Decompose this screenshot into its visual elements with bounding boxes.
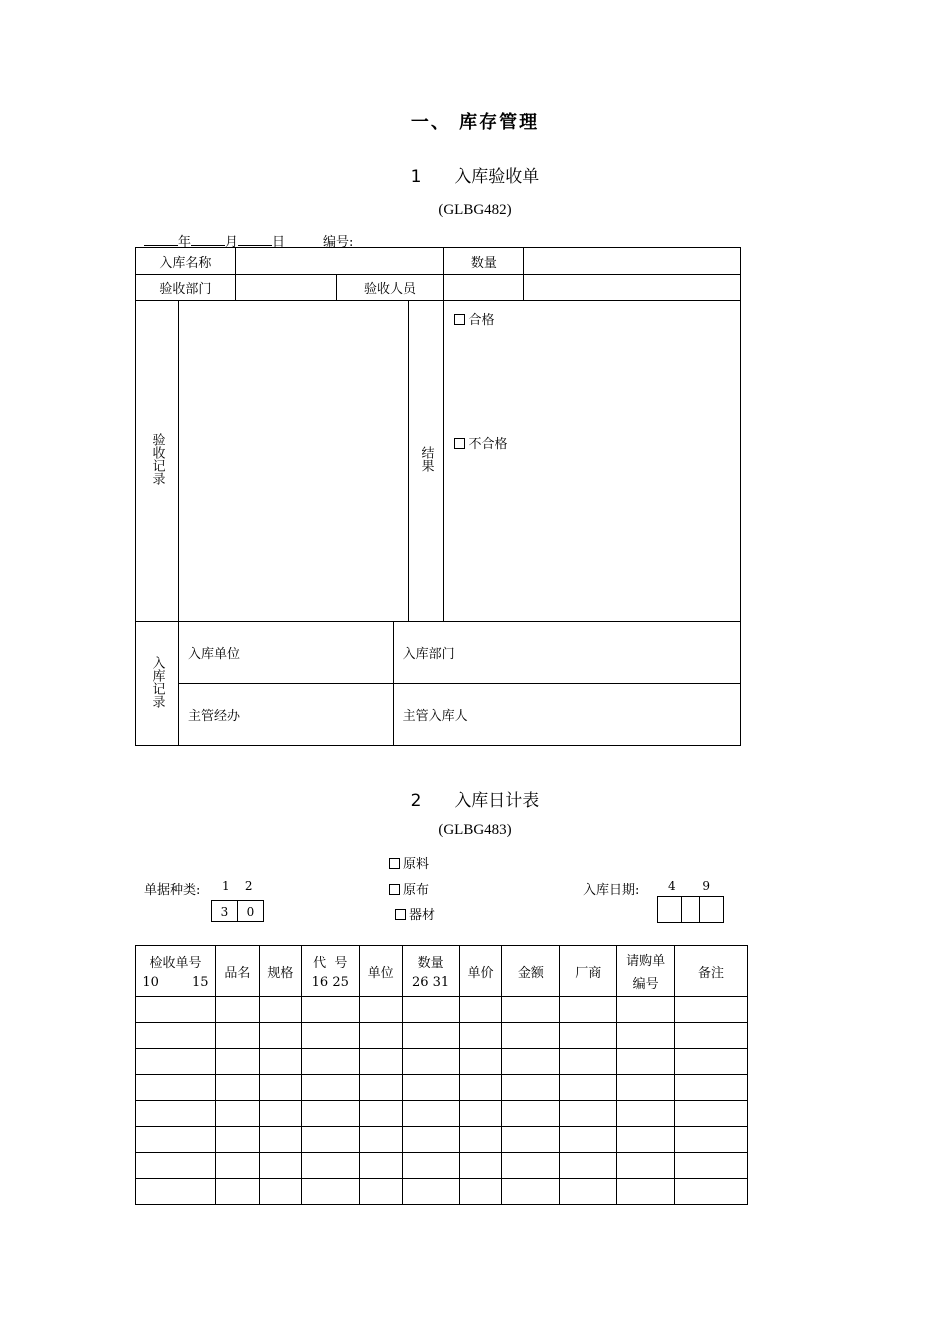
item-name-field[interactable] [235,248,444,275]
table-cell[interactable] [560,1023,617,1049]
table-cell[interactable] [359,1101,402,1127]
storage-record-label: 入库记录 [136,622,179,746]
table-cell[interactable] [560,1075,617,1101]
dept-field[interactable] [235,275,336,301]
table-cell[interactable] [560,1049,617,1075]
table-cell[interactable] [675,1179,748,1205]
inspector-field[interactable] [444,275,524,301]
table-row [136,997,748,1023]
table-cell[interactable] [502,1101,560,1127]
table-cell[interactable] [617,1179,675,1205]
doc-type-column-numbers: 1 2 [222,879,253,893]
doc-type-label: 单据种类: [144,883,201,898]
table-cell[interactable] [617,1049,675,1075]
inspection-record-label: 验收记录 [136,301,179,622]
table-cell[interactable] [675,1101,748,1127]
table-cell[interactable] [359,1179,402,1205]
col-header: 代 号 16 25 [301,946,359,997]
form2-table [135,945,748,1205]
dept-label: 验收部门 [136,275,236,301]
form1-table [135,247,741,746]
form1-title [0,162,950,187]
table-cell[interactable] [259,997,301,1023]
option-equipment[interactable]: 器材 [395,904,435,923]
month-label: 月 [225,235,239,250]
table-cell[interactable] [459,1023,502,1049]
table-cell[interactable] [560,997,617,1023]
doc-type-box[interactable]: 3 [211,900,238,922]
table-cell[interactable] [136,1179,216,1205]
table-row [136,1075,748,1101]
raw-material-checkbox[interactable] [389,858,400,869]
table-cell[interactable] [301,997,359,1023]
col-header: 金额 [502,946,560,997]
table-row [136,1127,748,1153]
table-cell[interactable] [402,1075,459,1101]
table-cell[interactable] [560,1179,617,1205]
table-cell[interactable] [560,1153,617,1179]
supervisor-receiver-label: 主管入库人 [402,709,468,724]
table-cell[interactable] [502,1179,560,1205]
table-cell[interactable] [459,1179,502,1205]
day-blank[interactable] [238,234,272,246]
table-cell[interactable] [675,997,748,1023]
supervisor-handler-label: 主管经办 [187,709,240,724]
table-cell[interactable] [136,997,216,1023]
table-row [136,1153,748,1179]
date-box[interactable] [657,896,682,923]
inspector-label: 验收人员 [336,275,444,301]
inspector-extra-field[interactable] [524,275,741,301]
table-cell[interactable] [136,1049,216,1075]
table-cell[interactable] [402,1179,459,1205]
col-header: 厂商 [560,946,617,997]
table-cell[interactable] [359,1023,402,1049]
table-cell[interactable] [560,1101,617,1127]
table-cell[interactable] [136,1153,216,1179]
table-cell[interactable] [136,1075,216,1101]
table-cell[interactable] [560,1127,617,1153]
year-label: 年 [178,235,192,250]
table-cell[interactable] [359,1049,402,1075]
form1-title-number: 1 [410,167,422,187]
inspection-record-field[interactable] [178,301,408,622]
col-header: 请购单 编号 [617,946,675,997]
col-header: 单价 [459,946,502,997]
form1-code: (GLBG482) [438,202,512,218]
table-cell[interactable] [215,1179,259,1205]
table-cell[interactable] [259,1049,301,1075]
pass-option[interactable]: 合格 [454,309,494,328]
table-cell[interactable] [402,1127,459,1153]
storage-unit-label: 入库单位 [187,647,240,662]
form2-code: (GLBG483) [438,822,512,838]
table-cell[interactable] [617,997,675,1023]
table-cell[interactable] [259,1023,301,1049]
table-cell[interactable] [675,1153,748,1179]
table-cell[interactable] [617,1153,675,1179]
table-cell[interactable] [675,1075,748,1101]
table-cell[interactable] [617,1127,675,1153]
table-cell[interactable] [617,1101,675,1127]
entry-date-boxes [657,896,724,923]
table-cell[interactable] [215,1049,259,1075]
table-cell[interactable] [402,997,459,1023]
table-cell[interactable] [136,1127,216,1153]
table-cell[interactable] [617,1075,675,1101]
table-cell[interactable] [402,1101,459,1127]
table-cell[interactable] [259,1153,301,1179]
result-label: 结果 [408,301,444,622]
table-cell[interactable] [259,1127,301,1153]
section-title: 一、 库存管理 [410,112,540,133]
table-cell[interactable] [502,1153,560,1179]
col-header: 品名 [215,946,259,997]
supervisor-handler-cell[interactable] [178,684,393,746]
table-cell[interactable] [502,1075,560,1101]
table-cell[interactable] [215,1127,259,1153]
table-cell[interactable] [215,1101,259,1127]
table-cell[interactable] [402,1023,459,1049]
storage-unit-cell[interactable] [178,622,393,684]
table-cell[interactable] [675,1023,748,1049]
table-cell[interactable] [301,1153,359,1179]
table-cell[interactable] [359,997,402,1023]
date-box[interactable] [699,896,724,923]
col-header: 数量 26 31 [402,946,459,997]
doc-type-box[interactable]: 0 [237,900,264,922]
table-cell[interactable] [359,1127,402,1153]
option-raw-material[interactable]: 原料 [389,853,429,872]
equipment-checkbox[interactable] [395,909,406,920]
supervisor-receiver-cell[interactable] [393,684,740,746]
table-cell[interactable] [301,1049,359,1075]
quantity-field[interactable] [524,248,741,275]
table-cell[interactable] [215,1075,259,1101]
date-box[interactable] [681,896,700,923]
col-header: 单位 [359,946,402,997]
table-cell[interactable] [215,997,259,1023]
pass-checkbox[interactable] [454,314,465,325]
table-cell[interactable] [215,1023,259,1049]
table-cell[interactable] [402,1153,459,1179]
table-cell[interactable] [301,1101,359,1127]
table-cell[interactable] [502,1049,560,1075]
table-cell[interactable] [136,1023,216,1049]
form2-title [0,786,950,811]
table-cell[interactable] [301,1127,359,1153]
table-row [136,1179,748,1205]
table-cell[interactable] [359,1075,402,1101]
table-cell[interactable] [359,1153,402,1179]
option-raw-cloth[interactable]: 原布 [389,879,429,898]
table-cell[interactable] [459,1049,502,1075]
number-label: 编号: [323,235,354,250]
quantity-label: 数量 [444,248,524,275]
table-row [136,1049,748,1075]
table-cell[interactable] [459,1101,502,1127]
form2-title-text: 入库日计表 [454,791,540,811]
table-row [136,1101,748,1127]
doc-type-boxes [211,900,264,922]
table-row [136,1023,748,1049]
table-cell[interactable] [459,997,502,1023]
table-cell[interactable] [502,1127,560,1153]
table-cell[interactable] [459,1127,502,1153]
col-header: 规格 [259,946,301,997]
raw-cloth-checkbox[interactable] [389,884,400,895]
fail-option[interactable]: 不合格 [454,433,507,452]
col-header: 备注 [675,946,748,997]
year-blank[interactable] [144,234,178,246]
table-cell[interactable] [675,1127,748,1153]
table-cell[interactable] [301,1023,359,1049]
storage-dept-cell[interactable] [393,622,740,684]
table-cell[interactable] [259,1179,301,1205]
entry-date-column-numbers: 4 9 [668,879,710,893]
table-cell[interactable] [301,1075,359,1101]
table-cell[interactable] [502,997,560,1023]
form1-title-text: 入库验收单 [454,167,540,187]
col-header: 检收单号 10 15 [136,946,216,997]
table-cell[interactable] [617,1023,675,1049]
table-cell[interactable] [215,1153,259,1179]
table-cell[interactable] [301,1179,359,1205]
table-cell[interactable] [675,1049,748,1075]
table-cell[interactable] [459,1153,502,1179]
table-cell[interactable] [502,1023,560,1049]
table-cell[interactable] [402,1049,459,1075]
table-cell[interactable] [259,1101,301,1127]
table-cell[interactable] [136,1101,216,1127]
fail-checkbox[interactable] [454,438,465,449]
month-blank[interactable] [191,234,225,246]
item-name-label: 入库名称 [136,248,236,275]
entry-date-label: 入库日期: [583,883,640,898]
table-cell[interactable] [459,1075,502,1101]
day-label: 日 [272,235,286,250]
storage-dept-label: 入库部门 [402,647,455,662]
result-field [444,301,741,622]
form2-title-number: 2 [410,791,422,811]
table-cell[interactable] [259,1075,301,1101]
